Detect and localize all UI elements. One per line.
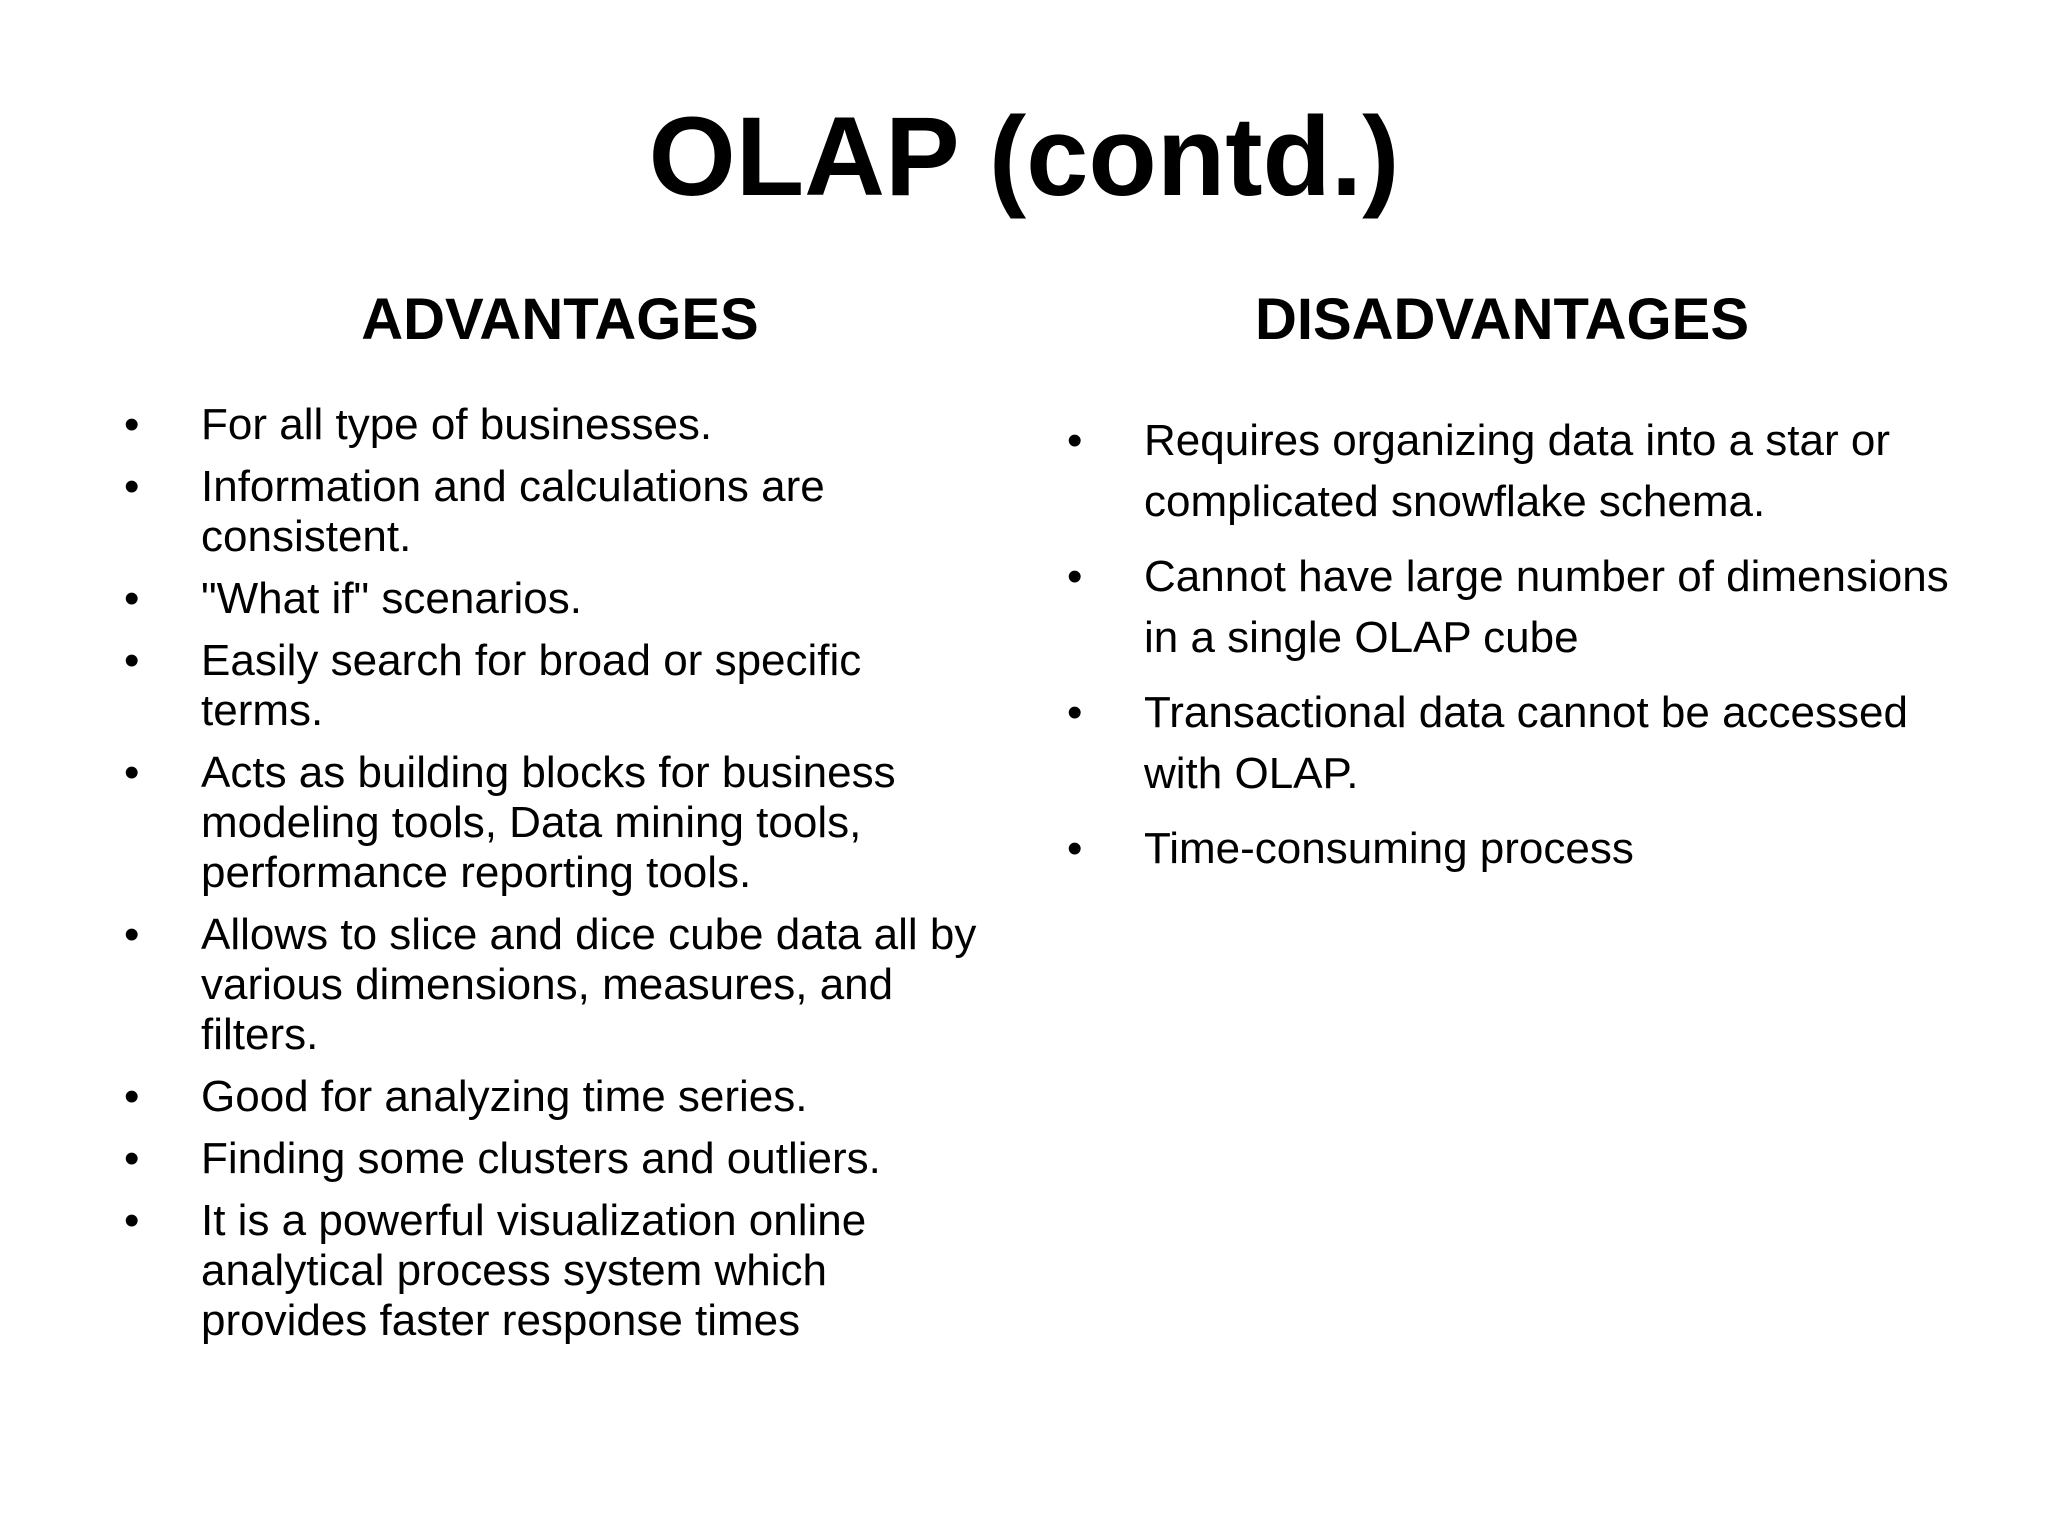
disadvantage-item: • Transactional data cannot be accessed with OLAP. (1067, 682, 1967, 804)
advantage-item: • Acts as building blocks for business modeling tools, Data mining tools, performance reporting tools. (124, 748, 994, 898)
advantage-item: • Good for analyzing time series. (124, 1072, 994, 1122)
disadvantage-item: • Time-consuming process (1067, 818, 1967, 879)
disadvantage-item: • Requires organizing data into a star or complicated snowflake schema. (1067, 410, 1967, 532)
disadvantages-heading: DISADVANTAGES (1254, 287, 1750, 352)
advantage-item: • For all type of businesses. (124, 400, 994, 450)
slide-title: OLAP (contd.) (648, 94, 1400, 219)
disadvantages-list (1067, 410, 1967, 893)
advantages-heading: ADVANTAGES (361, 287, 759, 352)
advantage-item: • Information and calculations are consistent. (124, 462, 994, 562)
advantage-item: • Finding some clusters and outliers. (124, 1134, 994, 1184)
advantage-item: • It is a powerful visualization online analytical process system which provides faster response times (124, 1196, 994, 1346)
advantage-item: • Easily search for broad or specific terms. (124, 636, 994, 736)
advantages-list (124, 400, 994, 1358)
advantage-item: • "What if" scenarios. (124, 574, 994, 624)
disadvantage-item: • Cannot have large number of dimensions in a single OLAP cube (1067, 546, 1967, 668)
advantage-item: • Allows to slice and dice cube data all by various dimensions, measures, and filters. (124, 910, 994, 1060)
